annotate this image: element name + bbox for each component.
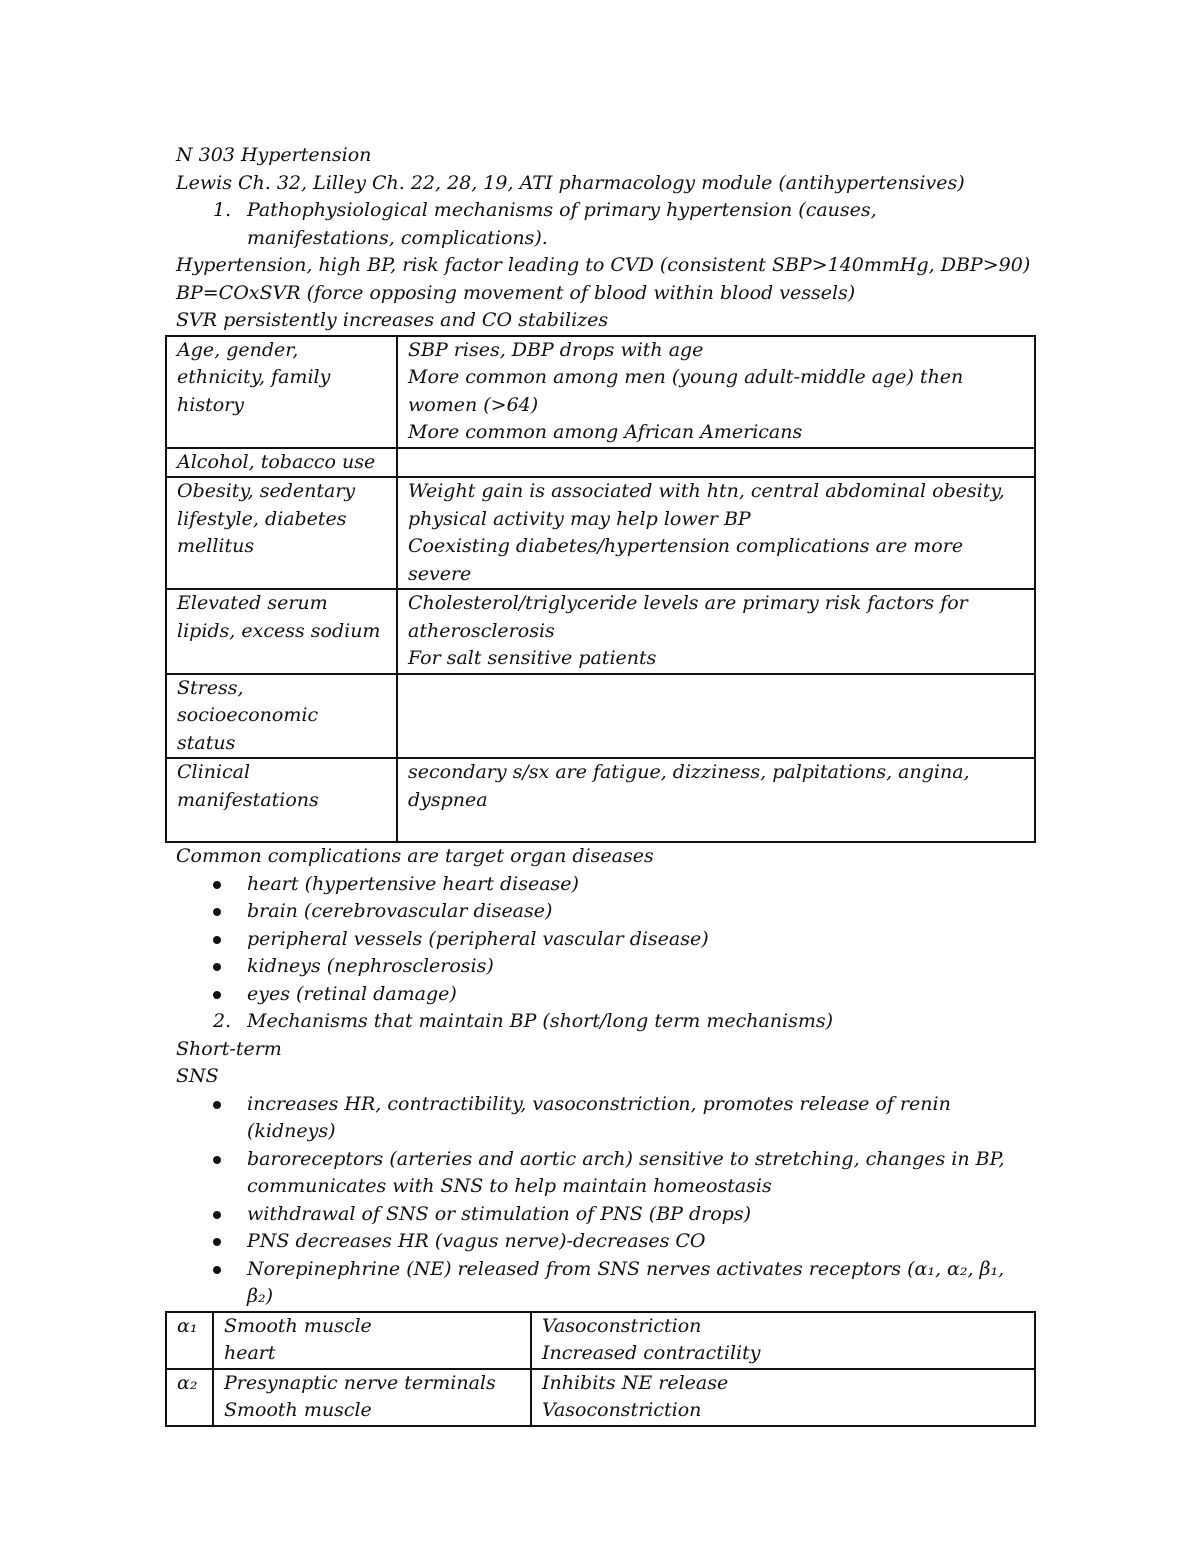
risk-detail-cell xyxy=(397,448,1035,478)
section-2-heading-line: Mechanisms that maintain BP (short/long term mechanisms) xyxy=(247,1010,834,1032)
list-item xyxy=(176,1146,1046,1201)
risk-factor-cell xyxy=(166,448,397,478)
cell-line: Obesity, sedentary xyxy=(177,480,356,502)
list-item: peripheral vessels (peripheral vascular disease) xyxy=(176,926,1046,954)
table-row xyxy=(166,674,1035,759)
cell-line: Increased contractility xyxy=(542,1342,761,1364)
cell-line: women (>64) xyxy=(408,393,539,416)
definition-line: BP=COxSVR (force opposing movement of blood within blood vessels) xyxy=(176,281,856,304)
cell-line: lipids, excess sodium xyxy=(177,619,381,642)
location-cell xyxy=(213,1369,531,1426)
cell-line: lifestyle, diabetes xyxy=(177,507,347,530)
cell-line: manifestations xyxy=(177,788,319,811)
reading-sources: Lewis Ch. 32, Lilley Ch. 22, 28, 19, ATI pharmacology module (antihypertensives) xyxy=(176,171,965,194)
list-item xyxy=(176,1256,1046,1311)
list-item-line: withdrawal of SNS or stimulation of PNS (BP drops) xyxy=(247,1202,751,1225)
cell-line: heart xyxy=(224,1342,276,1364)
table-row xyxy=(166,448,1035,478)
location-cell xyxy=(213,1312,531,1369)
cell-line: atherosclerosis xyxy=(408,619,555,642)
list-item-line: PNS decreases HR (vagus nerve)-decreases CO xyxy=(247,1230,706,1252)
subheading-sns: SNS xyxy=(176,1065,219,1087)
risk-detail-cell xyxy=(397,758,1035,842)
cell-line: Alcohol, tobacco use xyxy=(177,450,376,473)
cell-line: Stress, socioeconomic xyxy=(177,676,319,726)
complications-heading: Common complications are target organ diseases xyxy=(176,845,654,867)
section-1-heading-line: Pathophysiological mechanisms of primary hypertension (causes, xyxy=(247,199,877,221)
cell-line: Cholesterol/triglyceride levels are primary risk factors for xyxy=(408,592,968,614)
cell-line: Presynaptic nerve terminals xyxy=(224,1371,496,1394)
cell-line: severe xyxy=(408,562,472,585)
table-row xyxy=(166,589,1035,674)
section-1-heading-line: manifestations, complications). xyxy=(247,226,548,249)
table-row xyxy=(166,336,1035,448)
section-2-heading xyxy=(176,1008,1046,1036)
risk-detail-cell xyxy=(397,336,1035,448)
receptor-cell xyxy=(166,1369,213,1426)
list-item-line: β₂) xyxy=(247,1285,274,1307)
table-row xyxy=(166,477,1035,589)
cell-line: Smooth muscle xyxy=(224,1314,372,1337)
cell-line: Vasoconstriction xyxy=(542,1314,702,1337)
cell-line: Vasoconstriction xyxy=(542,1399,702,1421)
table-row xyxy=(166,1312,1035,1369)
cell-line: Coexisting diabetes/hypertension complications are more xyxy=(408,535,964,557)
cell-line: Clinical xyxy=(177,761,251,783)
cell-line: Inhibits NE release xyxy=(542,1371,729,1394)
receptor-cell xyxy=(166,1312,213,1369)
risk-factor-cell xyxy=(166,589,397,674)
cell-line: For salt sensitive patients xyxy=(408,647,657,669)
effect-cell xyxy=(531,1369,1035,1426)
risk-factor-table xyxy=(165,335,1036,844)
table-row xyxy=(166,1369,1035,1426)
list-item: kidneys (nephrosclerosis) xyxy=(176,953,1046,981)
risk-detail-cell xyxy=(397,477,1035,589)
cell-line: More common among men (young adult-middle age) then xyxy=(408,366,964,388)
section-1-heading xyxy=(176,197,1046,252)
risk-detail-cell xyxy=(397,674,1035,759)
list-item-line: (kidneys) xyxy=(247,1120,336,1142)
cell-line: Weight gain is associated with htn, central abdominal obesity, xyxy=(408,480,1005,502)
receptor-table xyxy=(165,1311,1036,1427)
table-row xyxy=(166,758,1035,842)
list-item xyxy=(176,1201,1046,1229)
sns-list xyxy=(176,1091,1046,1311)
list-item-line: baroreceptors (arteries and aortic arch) sensitive to stretching, changes in BP, xyxy=(247,1147,1005,1170)
definition-line: SVR persistently increases and CO stabilizes xyxy=(176,309,609,331)
list-item: eyes (retinal damage) xyxy=(176,981,1046,1009)
list-item xyxy=(176,1091,1046,1146)
section-2-number: 2. xyxy=(213,1010,232,1032)
cell-line: α₁ xyxy=(177,1314,198,1337)
cell-line: physical activity may help lower BP xyxy=(408,507,751,530)
risk-factor-cell xyxy=(166,336,397,448)
definition-line: Hypertension, high BP, risk factor leading to CVD (consistent SBP>140mmHg, DBP>90) xyxy=(176,254,1031,276)
risk-detail-cell xyxy=(397,589,1035,674)
subheading-short-term: Short-term xyxy=(176,1037,282,1060)
cell-line: secondary s/sx are fatigue, dizziness, palpitations, angina, xyxy=(408,761,970,783)
list-item xyxy=(176,1228,1046,1256)
cell-line: status xyxy=(177,731,236,754)
risk-factor-cell xyxy=(166,758,397,842)
document-content xyxy=(176,142,1046,1427)
risk-factor-cell xyxy=(166,477,397,589)
list-item-line: Norepinephrine (NE) released from SNS nerves activates receptors (α₁, α₂, β₁, xyxy=(247,1257,1005,1280)
complications-list xyxy=(176,871,1046,1009)
list-item: heart (hypertensive heart disease) xyxy=(176,871,1046,899)
cell-line: ethnicity, family xyxy=(177,366,331,388)
cell-line: history xyxy=(177,393,244,416)
cell-line: SBP rises, DBP drops with age xyxy=(408,338,704,361)
list-item-line: increases HR, contractibility, vasoconstriction, promotes release of renin xyxy=(247,1092,951,1115)
cell-line: Smooth muscle xyxy=(224,1399,372,1421)
risk-factor-cell xyxy=(166,674,397,759)
effect-cell xyxy=(531,1312,1035,1369)
cell-line: Elevated serum xyxy=(177,592,328,614)
section-1-number: 1. xyxy=(213,199,232,221)
list-item-line: communicates with SNS to help maintain homeostasis xyxy=(247,1175,772,1197)
cell-line: Age, gender, xyxy=(177,338,299,361)
cell-line: mellitus xyxy=(177,535,255,557)
cell-line: α₂ xyxy=(177,1371,198,1394)
cell-line: dyspnea xyxy=(408,788,488,811)
document-title: N 303 Hypertension xyxy=(176,144,372,166)
list-item: brain (cerebrovascular disease) xyxy=(176,898,1046,926)
cell-line: More common among African Americans xyxy=(408,421,803,443)
